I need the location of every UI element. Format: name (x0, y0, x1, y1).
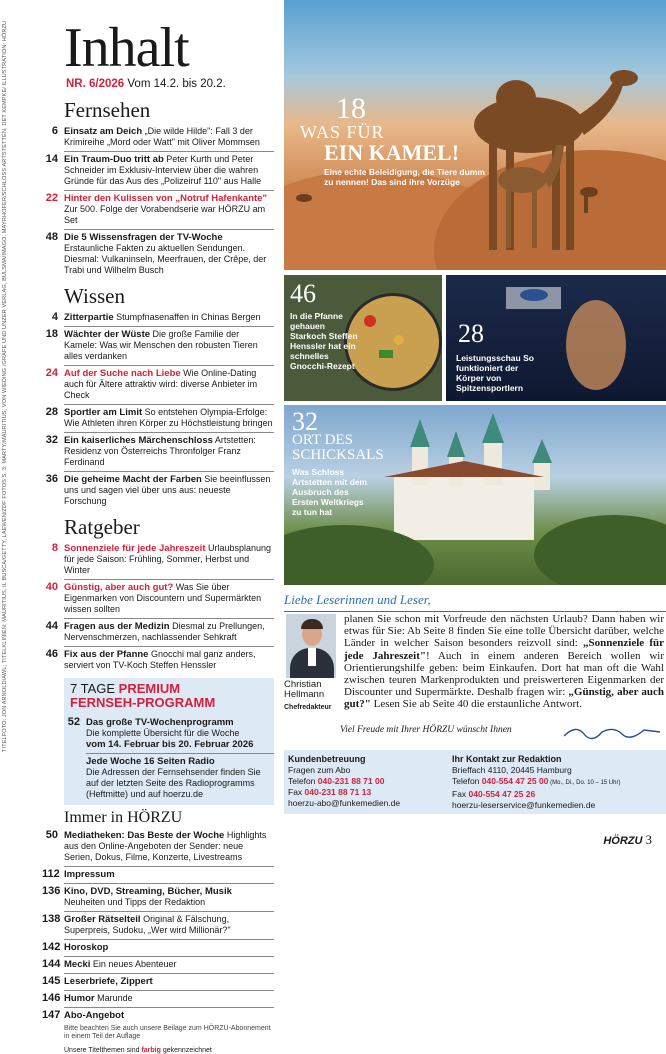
toc-page-number: 40 (45, 581, 58, 593)
toc-entry[interactable] (42, 1010, 274, 1021)
toc-entry[interactable] (42, 435, 274, 468)
contact-sub-line: Fragen zum Abo (288, 765, 351, 775)
toc-page-number (64, 756, 80, 800)
section-fernsehen: Fernsehen (64, 98, 151, 122)
toc-entry[interactable] (64, 717, 274, 750)
toc-page-number: 144 (42, 958, 61, 970)
toc-divider (64, 883, 274, 884)
toc-page-number: 24 (45, 367, 58, 379)
tile-food-number: 46 (290, 279, 316, 308)
toc-page-number: 14 (45, 153, 58, 165)
toc-entry-text: Die geheime Macht der Farben Sie beeinflussen uns und sagen viel über uns aus: neueste Forschung (64, 474, 271, 506)
toc-divider (64, 939, 274, 940)
toc-entry-text: Kino, DVD, Streaming, Bücher, Musik Neuheiten und Tipps der Redaktion (64, 886, 232, 907)
toc-divider (64, 404, 274, 405)
tile-castle-text: Was Schloss Artstetten mit dem Ausbruch des Ersten Weltkriegs zu tun hat (292, 467, 368, 517)
list-ratgeber (42, 543, 274, 671)
toc-page-number: 145 (42, 975, 61, 987)
contact-sub-fax[interactable]: Fax 040-231 88 71 13 (288, 787, 372, 797)
toc-entry[interactable] (42, 886, 274, 908)
toc-entry-text: Günstig, aber auch gut? Was Sie über Eigenmarken von Discountern und Supermärkten wissen sollten (64, 582, 262, 614)
page-title: Inhalt (64, 17, 189, 79)
toc-divider (64, 432, 274, 433)
toc-entry-text: Wächter der Wüste Die große Familie der Kamele: Was wir Menschen den robusten Tieren alles verdanken (64, 329, 258, 361)
editor-role: Chefredakteur (284, 704, 332, 711)
toc-entry[interactable] (42, 312, 274, 323)
tile-sport-number: 28 (458, 319, 484, 348)
tile-castle-title: ORT DES SCHICKSALS (292, 432, 384, 463)
letter-body: planen Sie schon mit Vorfreude den nächsten Urlaub? Dann haben wir etwas für Sie: Ab Seite 8 finden Sie eine tolle Übersicht darüber, welche Länder in welcher Saison besonders reizvoll sind: „Sonnenziele für jede Jahreszeit"! Auch in einem anderen Bereich wollen wir Orientierungshilfe geben: beim Einkaufen. Dort hat man oft die Wahl zwischen teuren Markenprodukten und preiswerteren Eigenmarken der Discounter und Supermärkte. Deshalb fragen wir: „Günstig, aber auch gut?" Lesen Sie ab Seite 40 die erstaunliche Antwort. (344, 613, 665, 711)
editor-portrait (286, 614, 336, 678)
toc-page-number: 46 (45, 648, 58, 660)
contact-ed-email[interactable]: hoerzu-leserservice@funkemedien.de (452, 800, 596, 810)
contact-sub-heading: Kundenbetreuung (288, 754, 366, 764)
toc-entry[interactable] (42, 582, 274, 615)
toc-page-number: 146 (42, 992, 61, 1004)
contact-ed-tel[interactable]: Telefon 040-554 47 25 00 (Mo., Di., Do. 10 – 15 Uhr) (452, 776, 621, 786)
editor-name: Christian Hellmann (284, 679, 325, 700)
premium-banner: 7 TAGE PREMIUM FERNSEH-PROGRAMM (64, 678, 274, 714)
toc-entry[interactable] (42, 649, 274, 671)
toc-entry-text: Jede Woche 16 Seiten Radio Die Adressen der Fernsehsender finden Sie auf der letzten Seite des Radioprogramms (Heftmitte) und auf hoerzu.de (86, 756, 261, 799)
toc-page-number: 112 (42, 868, 60, 880)
tile-food[interactable] (284, 275, 442, 401)
toc-entry-text: Zitterpartie Stumpfnasenaffen in Chinas Bergen (64, 312, 261, 323)
toc-divider (64, 866, 274, 867)
toc-entry[interactable] (42, 976, 274, 987)
list-immer (42, 830, 274, 1021)
toc-divider (64, 911, 274, 912)
toc-entry[interactable] (42, 830, 274, 863)
contact-panel (284, 750, 666, 814)
toc-entry[interactable] (42, 368, 274, 401)
toc-entry-text: Auf der Suche nach Liebe Wie Online-Dating auch für Ältere attraktiv wird: diverse Anbieter im Check (64, 368, 258, 400)
list-wissen (42, 312, 274, 507)
toc-page-number: 44 (45, 620, 58, 632)
toc-page-number: 52 (67, 716, 80, 728)
toc-entry[interactable] (42, 993, 274, 1004)
section-immer: Immer in HÖRZU (64, 809, 183, 826)
toc-page-number: 8 (51, 542, 58, 554)
toc-entry[interactable] (42, 959, 274, 970)
toc-entry-text: Leserbriefe, Zippert (64, 976, 153, 987)
toc-entry-text: Einsatz am Deich „Die wilde Hilde": Fall 3 der Krimireihe „Mord oder Watt" mit Oliver Mommsen (64, 126, 260, 147)
tile-castle[interactable] (284, 405, 666, 585)
toc-entry-text: Mecki Ein neues Abenteuer (64, 959, 177, 970)
contact-ed-fax[interactable]: Fax 040-554 47 25 26 (452, 789, 536, 799)
hero-camel[interactable] (284, 0, 666, 270)
toc-entry[interactable] (42, 621, 274, 643)
toc-entry-text: Mediatheken: Das Beste der Woche Highlights aus den Online-Angeboten der Sender: neue Serien, Dokus, Filme, Konzerte, Livestreams (64, 830, 267, 862)
toc-divider (64, 229, 274, 230)
signature-icon (562, 722, 662, 742)
toc-entry[interactable] (42, 193, 274, 226)
toc-divider (86, 753, 274, 754)
toc-entry-text: Ein Traum-Duo tritt ab Peter Kurth und Peter Schneider im Exklusiv-Interview über die wahren Gründe für das Aus des „Polizeiruf 110" aus Halle (64, 154, 262, 186)
toc-page-number: 36 (45, 473, 58, 485)
toc-page-number: 136 (42, 885, 61, 897)
section-ratgeber: Ratgeber (64, 515, 140, 539)
tile-food-text: In die Pfanne gehauen Starkoch Steffen Henssler hat ein schnelles Gnocchi-Rezept (290, 311, 358, 371)
toc-entry[interactable] (42, 474, 274, 507)
toc-entry-text: Hinter den Kulissen von „Notruf Hafenkante" Zur 500. Folge der Vorabendserie war HÖRZU am Set (64, 193, 267, 225)
toc-divider (64, 471, 274, 472)
list-fernsehen (42, 126, 274, 276)
toc-page-number: 138 (42, 913, 61, 925)
hero-headline: EIN KAMEL! (324, 140, 460, 165)
toc-entry[interactable] (42, 869, 274, 880)
toc-entry-text: Die 5 Wissensfragen der TV-Woche Erstaunliche Fakten zu aktuellen Sendungen. Diesmal: Vulkaninseln, Meerfrauen, der Crêpe, der Trabi und Wilhelm Busch (64, 232, 267, 275)
toc-entry[interactable] (42, 407, 274, 429)
toc-entry[interactable] (42, 154, 274, 187)
toc-divider (64, 1007, 274, 1008)
toc-page-number: 50 (45, 829, 58, 841)
toc-page-number: 28 (45, 406, 58, 418)
toc-entry[interactable] (64, 756, 274, 800)
toc-divider (64, 646, 274, 647)
toc-page-number: 48 (45, 231, 58, 243)
toc-divider (64, 973, 274, 974)
hero-description: Eine echte Beleidigung, die Tiere dumm zu nennen! Das sind ihre Vorzüge (324, 167, 485, 187)
toc-divider (64, 190, 274, 191)
tile-sport[interactable] (446, 275, 666, 401)
list-premium (64, 714, 274, 805)
contact-ed-address: Brieffach 4110, 20445 Hamburg (452, 765, 572, 775)
toc-entry[interactable] (42, 543, 274, 576)
toc-entry[interactable] (42, 232, 274, 276)
toc-entry[interactable] (42, 914, 274, 936)
toc-divider (64, 956, 274, 957)
toc-divider (64, 990, 274, 991)
toc-entry[interactable] (42, 126, 274, 148)
hero-kicker: WAS FÜR (300, 122, 385, 142)
letter-heading: Liebe Leserinnen und Leser, (284, 592, 431, 607)
section-wissen: Wissen (64, 284, 125, 308)
toc-entry-text: Horoskop (64, 942, 109, 953)
marked-note: Unsere Titelthemen sind farbig gekennzeichnet (64, 1047, 212, 1054)
toc-entry-text: Sportler am Limit So entstehen Olympia-Erfolge: Wie Athleten ihren Körper zu Höchstleistung bringen (64, 407, 273, 428)
letter-closing: Viel Freude mit Ihrer HÖRZU wünscht Ihnen (340, 725, 512, 735)
photo-credit: TITELFOTO: JON ARNOLD/AWL; TITELKLINIEN: MAURITIUS, IL BUSCA/GETTY, LAEWEN/ZDF FOTOS S. 3: MARTY/MAURITIUS, VON WIEDING /GRÄFE UND UNZER VERLAG, BULSMA/IMAGO, MAYRHOFER/SCHLOSS ARTSTETTEN, DET KEMPKE/ ILLUSTRATION: HÖRZU (2, 20, 8, 752)
letter-rule (284, 611, 666, 612)
tile-sport-text: Leistungsschau So funktioniert der Körper von Spitzensportlern (456, 353, 534, 393)
toc-entry-text: Humor Marunde (64, 993, 133, 1004)
issue-line: NR. 6/2026 Vom 14.2. bis 20.2. (66, 78, 226, 90)
toc-column (42, 0, 274, 1054)
toc-entry-text: Das große TV-Wochenprogramm Die komplette Übersicht für die Woche vom 14. Februar bis 20. Februar 2026 (86, 717, 254, 750)
toc-divider (64, 618, 274, 619)
contact-editorial (452, 754, 620, 811)
toc-divider (64, 151, 274, 152)
hero-number: 18 (336, 92, 366, 125)
contact-sub-email[interactable]: hoerzu-abo@funkemedien.de (288, 798, 401, 808)
toc-page-number: 32 (45, 434, 58, 446)
contact-ed-heading: Ihr Kontakt zur Redaktion (452, 754, 562, 764)
page-footer (603, 832, 652, 848)
brand-logo: HÖRZU (603, 835, 643, 847)
toc-page-number: 142 (42, 941, 61, 953)
toc-entry-text: Fix aus der Pfanne Gnocchi mal ganz anders, serviert von TV-Koch Steffen Henssler (64, 649, 256, 670)
toc-page-number: 18 (45, 328, 58, 340)
toc-entry-text: Impressum (64, 869, 115, 880)
toc-divider (64, 326, 274, 327)
toc-page-number: 6 (51, 125, 58, 137)
toc-entry[interactable] (42, 942, 274, 953)
toc-page-number: 4 (51, 311, 58, 323)
editorial-letter (284, 592, 666, 735)
toc-entry[interactable] (42, 329, 274, 362)
toc-entry-text: Sonnenziele für jede Jahreszeit Urlaubsplanung für jede Saison: Frühling, Sommer, Herbst und Winter (64, 543, 272, 575)
toc-entry-text: Ein kaiserliches Märchenschloss Artstetten: Residenz von Österreichs Thronfolger Franz Ferdinand (64, 435, 256, 467)
footnote: Bitte beachten Sie auch unsere Beilage zum HÖRZU-Abonnement in einem Teil der Auflage (64, 1025, 271, 1040)
page-number: 3 (645, 832, 652, 847)
tile-castle-number: 32 (292, 407, 318, 436)
toc-divider (64, 579, 274, 580)
contact-sub-tel[interactable]: Telefon 040-231 88 71 00 (288, 776, 385, 786)
toc-entry-text: Großer Rätselteil Original & Fälschung, Superpreis, Sudoku, „Wer wird Millionär?" (64, 914, 231, 935)
toc-divider (64, 365, 274, 366)
toc-page-number: 22 (45, 192, 58, 204)
toc-page-number: 147 (42, 1009, 61, 1021)
toc-entry-text: Abo-Angebot (64, 1010, 125, 1021)
toc-entry-text: Fragen aus der Medizin Diesmal zu Prellungen, Nervenschmerzen, nachlassender Sehkraft (64, 621, 265, 642)
contact-subscription (288, 754, 400, 809)
